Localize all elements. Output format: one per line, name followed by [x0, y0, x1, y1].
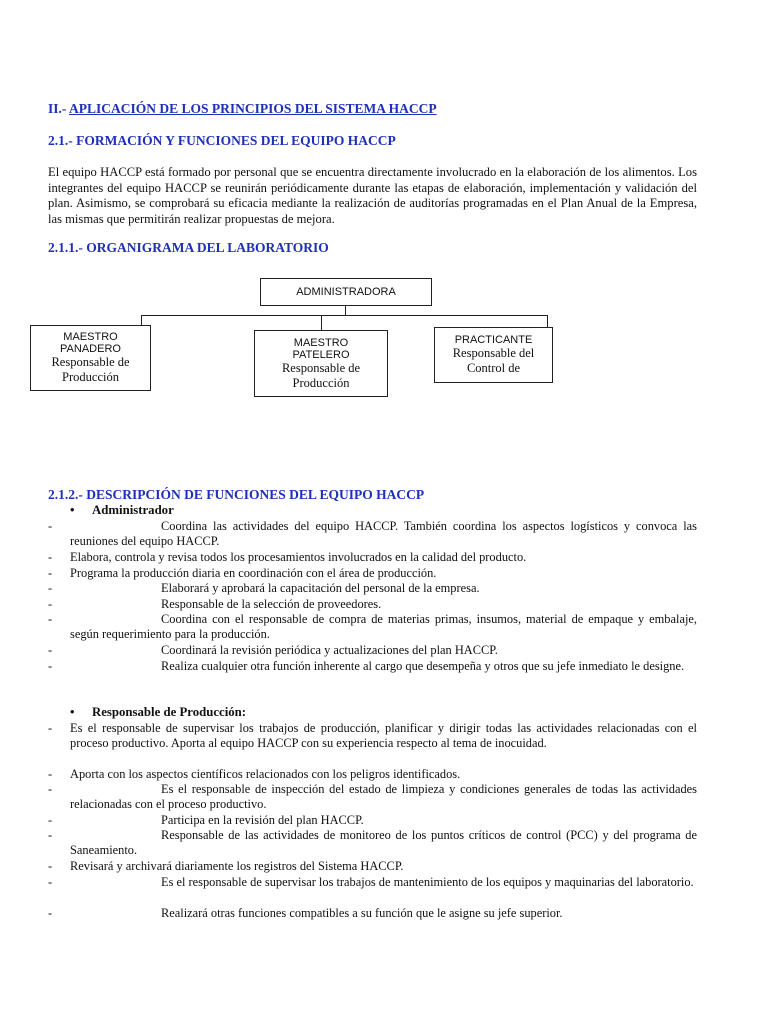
org-connector [321, 315, 322, 330]
dash-marker: - [48, 597, 53, 611]
org-box-maestro-patelero [254, 330, 388, 397]
section-title [48, 101, 437, 117]
list-item [48, 612, 697, 643]
org-root-label: ADMINISTRADORA [296, 286, 396, 298]
org-box-caption: PRACTICANTE [454, 334, 533, 346]
org-connector [345, 306, 346, 315]
functions-title: 2.1.2.- DESCRIPCIÓN DE FUNCIONES DEL EQUIPO HACCP [48, 487, 425, 502]
list-item-text: Es el responsable de supervisar los trabajos de producción, planificar y dirigir todas las actividades relacionadas con el proceso productivo. Aporta al equipo HACCP con su experiencia respecto al tema de inocuidad. [70, 721, 697, 751]
org-box-caption: MAESTRO [293, 337, 349, 349]
dash-marker: - [48, 566, 53, 580]
list-item-text: Responsable de la selección de proveedores. [161, 597, 382, 611]
dash-marker: - [48, 782, 53, 796]
list-item-text: Coordina las actividades del equipo HACCP. También coordina los aspectos logísticos y convoca las reuniones del equipo HACCP. [70, 519, 697, 549]
list-item-text: Programa la producción diaria en coordinación con el área de producción. [70, 566, 437, 580]
dash-marker: - [48, 643, 53, 657]
intro-paragraph: El equipo HACCP está formado por personal que se encuentra directamente involucrado en la elaboración de los alimentos. Los integrantes del equipo HACCP se reunirán periódicamente durante las etapas de elaboración, implementación y validación del plan. Asimismo, se comprobará su eficacia mediante la realización de auditorías programadas en el Plan Anual de la Empresa, las mismas que permitirán realizar propuestas de mejora. [48, 165, 697, 226]
list-item-text: Realizará otras funciones compatibles a su función que le asigne su jefe superior. [161, 906, 563, 920]
list-item [48, 906, 697, 921]
list-item [48, 519, 697, 550]
produccion-heading [70, 705, 246, 720]
dash-marker: - [48, 906, 53, 920]
org-box-role: Responsable de [281, 361, 361, 375]
bullet-icon: • [70, 503, 75, 517]
org-chart-title: 2.1.1.- ORGANIGRAMA DEL LABORATORIO [48, 240, 329, 255]
org-box-role: Responsable de [51, 355, 130, 369]
list-item [48, 721, 697, 752]
dash-marker: - [48, 828, 53, 842]
list-item-text: Responsable de las actividades de monitoreo de los puntos críticos de control (PCC) y del programa de Saneamiento. [70, 828, 697, 858]
list-item-text: Es el responsable de inspección del estado de limpieza y condiciones generales de todas las actividades relacionadas con el proceso productivo. [70, 782, 697, 812]
list-item [48, 828, 697, 859]
dash-marker: - [48, 519, 53, 533]
dash-marker: - [48, 612, 53, 626]
section-title-text: APLICACIÓN DE LOS PRINCIPIOS DEL SISTEMA HACCP [69, 101, 437, 116]
dash-marker: - [48, 659, 53, 673]
org-box-role: Producción [292, 376, 350, 390]
org-box-caption: MAESTRO [63, 331, 118, 343]
list-item-text: Aporta con los aspectos científicos relacionados con los peligros identificados. [70, 767, 461, 781]
dash-marker: - [48, 721, 53, 735]
list-item-text: Elaborará y aprobará la capacitación del personal de la empresa. [161, 581, 480, 595]
dash-marker: - [48, 767, 53, 781]
admin-heading-text: Administrador [92, 503, 174, 517]
list-item [48, 581, 697, 596]
org-connector [547, 315, 548, 327]
list-item [48, 875, 697, 890]
org-root-box [260, 278, 432, 306]
dash-marker: - [48, 581, 53, 595]
org-box-role: Producción [62, 370, 119, 384]
list-item-text: Es el responsable de supervisar los trabajos de mantenimiento de los equipos y maquinarias del laboratorio. [161, 875, 694, 889]
produccion-heading-text: Responsable de Producción: [92, 705, 247, 719]
list-item [48, 782, 697, 813]
list-item-text: Coordinará la revisión periódica y actualizaciones del plan HACCP. [161, 643, 498, 657]
bullet-icon: • [70, 705, 75, 719]
org-box-practicante [434, 327, 553, 383]
list-item [48, 659, 697, 674]
dash-marker: - [48, 875, 53, 889]
list-item [48, 550, 697, 565]
list-item-text: Elabora, controla y revisa todos los procesamientos involucrados en la calidad del producto. [70, 550, 527, 564]
list-item [48, 767, 697, 782]
list-item [48, 597, 697, 612]
list-item [48, 859, 697, 874]
org-box-maestro-panadero [30, 325, 151, 391]
admin-heading [70, 503, 174, 518]
section-number: II.- [48, 101, 67, 116]
org-box-caption: PATELERO [292, 349, 350, 361]
org-box-caption: PANADERO [60, 343, 121, 355]
list-item-text: Coordina con el responsable de compra de materias primas, insumos, material de empaque y embalaje, según requerimiento para la producción. [70, 612, 697, 642]
list-item-text: Revisará y archivará diariamente los registros del Sistema HACCP. [70, 859, 404, 873]
dash-marker: - [48, 813, 53, 827]
list-item [48, 813, 697, 828]
list-item [48, 643, 697, 658]
list-item-text: Participa en la revisión del plan HACCP. [161, 813, 364, 827]
dash-marker: - [48, 550, 53, 564]
org-box-role: Responsable del [452, 346, 535, 360]
org-connector-horizontal [141, 315, 547, 316]
org-box-role: Control de [466, 361, 521, 375]
subsection-title: 2.1.- FORMACIÓN Y FUNCIONES DEL EQUIPO HACCP [48, 133, 396, 148]
org-connector [141, 315, 142, 325]
dash-marker: - [48, 859, 53, 873]
list-item [48, 566, 697, 581]
list-item-text: Realiza cualquier otra función inherente al cargo que desempeña y otros que su jefe inmediato le designe. [161, 659, 685, 673]
